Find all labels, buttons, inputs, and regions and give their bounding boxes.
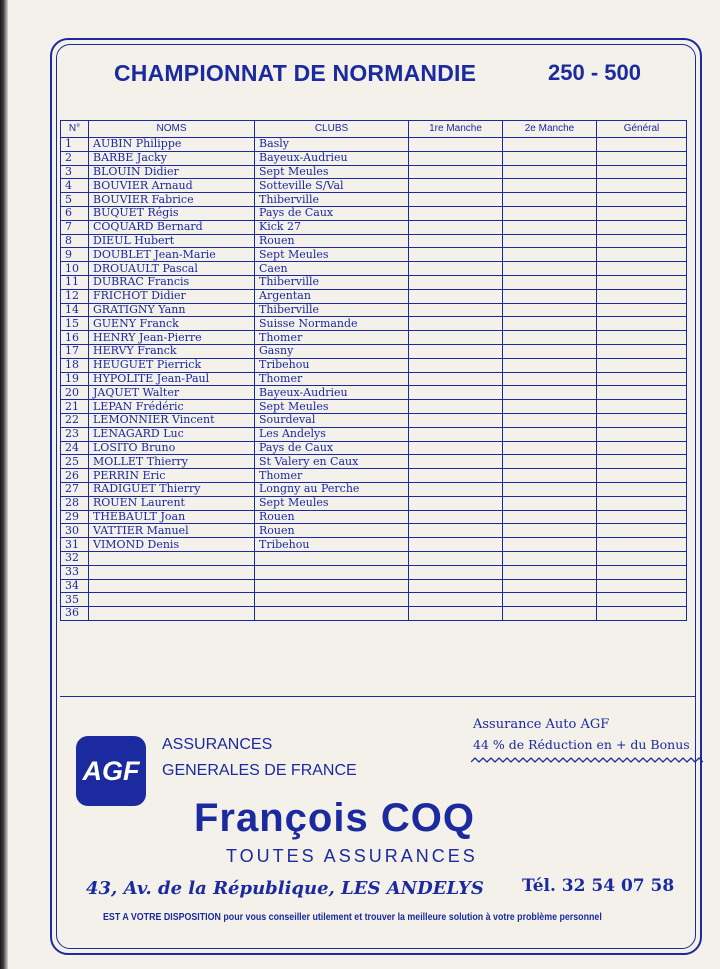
cell-club: Sept Meules [255,400,409,414]
cell-general [597,234,687,248]
table-row [61,220,687,234]
cell-club [255,593,409,607]
table-row [61,179,687,193]
cell-round1 [409,413,503,427]
cell-general [597,579,687,593]
cell-name: LOSITO Bruno [89,441,255,455]
cell-round1 [409,275,503,289]
cell-number: 35 [61,593,89,607]
agent-address: 43, Av. de la République, LES ANDELYS [86,878,484,899]
cell-round2 [503,179,597,193]
cell-round2 [503,469,597,483]
cell-name [89,565,255,579]
cell-number: 9 [61,248,89,262]
cell-club: Sourdeval [255,413,409,427]
cell-round2 [503,262,597,276]
cell-general [597,427,687,441]
cell-name: HYPOLITE Jean-Paul [89,372,255,386]
table-row [61,565,687,579]
cell-general [597,317,687,331]
zigzag-underline [471,756,703,764]
cell-number: 15 [61,317,89,331]
company-name-line2: GENERALES DE FRANCE [162,762,357,779]
cell-round1 [409,427,503,441]
cell-round2 [503,138,597,152]
page-title: CHAMPIONNAT DE NORMANDIE [114,60,477,86]
cell-round1 [409,579,503,593]
cell-round2 [503,427,597,441]
cell-round1 [409,510,503,524]
cell-round2 [503,565,597,579]
cell-club: Pays de Caux [255,441,409,455]
cell-number: 36 [61,607,89,621]
cell-club: Thiberville [255,275,409,289]
footer-note: EST A VOTRE DISPOSITION pour vous conseiller utilement et trouver la meilleure solution à votre problème personnel [103,912,602,923]
cell-number: 31 [61,538,89,552]
table-row [61,262,687,276]
cell-round2 [503,482,597,496]
cell-round1 [409,193,503,207]
cell-name [89,593,255,607]
cell-round2 [503,510,597,524]
cell-general [597,193,687,207]
cell-general [597,593,687,607]
table-row [61,441,687,455]
cell-round1 [409,496,503,510]
cell-club: Sept Meules [255,248,409,262]
cell-name: GUENY Franck [89,317,255,331]
cell-number: 14 [61,303,89,317]
cell-general [597,413,687,427]
cell-name: LENAGARD Luc [89,427,255,441]
cell-round1 [409,317,503,331]
cell-name: VATTIER Manuel [89,524,255,538]
cell-round1 [409,262,503,276]
cell-name: ROUEN Laurent [89,496,255,510]
cell-club [255,579,409,593]
cell-name: BOUVIER Fabrice [89,193,255,207]
table-row [61,551,687,565]
cell-name: JAQUET Walter [89,386,255,400]
cell-round1 [409,344,503,358]
cell-round1 [409,482,503,496]
cell-round2 [503,579,597,593]
cell-name: HENRY Jean-Pierre [89,331,255,345]
table-row [61,482,687,496]
table-row [61,469,687,483]
cell-general [597,344,687,358]
cell-round1 [409,331,503,345]
cell-club: Basly [255,138,409,152]
cell-name: HERVY Franck [89,344,255,358]
cell-round2 [503,400,597,414]
cell-name: THEBAULT Joan [89,510,255,524]
agent-tagline: TOUTES ASSURANCES [226,846,478,866]
cell-general [597,455,687,469]
cell-number: 2 [61,151,89,165]
table-row [61,151,687,165]
table-row [61,607,687,621]
cell-general [597,179,687,193]
col-header-number: N° [61,121,89,138]
cell-round2 [503,413,597,427]
cell-number: 3 [61,165,89,179]
table-row [61,538,687,552]
cell-name: FRICHOT Didier [89,289,255,303]
cell-club: Argentan [255,289,409,303]
cell-round1 [409,151,503,165]
cell-general [597,220,687,234]
table-row [61,344,687,358]
cell-club: Tribehou [255,358,409,372]
cell-round2 [503,524,597,538]
cell-club: Rouen [255,524,409,538]
cell-club: Tribehou [255,538,409,552]
cell-name: COQUARD Bernard [89,220,255,234]
cell-name: MOLLET Thierry [89,455,255,469]
cell-general [597,331,687,345]
cell-round2 [503,289,597,303]
cell-round2 [503,551,597,565]
cell-name: PERRIN Eric [89,469,255,483]
cell-round1 [409,524,503,538]
table-row [61,510,687,524]
cell-number: 19 [61,372,89,386]
cell-round2 [503,248,597,262]
cell-round2 [503,607,597,621]
category-label: 250 - 500 [548,60,641,85]
cell-name [89,579,255,593]
cell-name: DIEUL Hubert [89,234,255,248]
cell-round1 [409,372,503,386]
cell-number: 1 [61,138,89,152]
table-row [61,317,687,331]
table-row [61,193,687,207]
table-row [61,248,687,262]
cell-club: Thiberville [255,303,409,317]
cell-club: Sept Meules [255,165,409,179]
cell-round1 [409,441,503,455]
cell-general [597,358,687,372]
cell-general [597,206,687,220]
table-row [61,427,687,441]
cell-round1 [409,386,503,400]
cell-name: BLOUIN Didier [89,165,255,179]
cell-general [597,400,687,414]
col-header-round1: 1re Manche [409,121,503,138]
cell-club: Sept Meules [255,496,409,510]
cell-number: 28 [61,496,89,510]
cell-round1 [409,607,503,621]
cell-club: Bayeux-Audrieu [255,386,409,400]
cell-general [597,482,687,496]
cell-general [597,165,687,179]
cell-club: Thomer [255,372,409,386]
cell-round1 [409,303,503,317]
table-row [61,386,687,400]
cell-round2 [503,372,597,386]
table-row [61,138,687,152]
cell-number: 11 [61,275,89,289]
cell-round2 [503,358,597,372]
cell-number: 23 [61,427,89,441]
cell-number: 8 [61,234,89,248]
results-body [61,138,687,621]
cell-number: 33 [61,565,89,579]
cell-number: 10 [61,262,89,276]
cell-name: DROUAULT Pascal [89,262,255,276]
cell-round2 [503,193,597,207]
cell-round1 [409,593,503,607]
cell-name: GRATIGNY Yann [89,303,255,317]
cell-number: 17 [61,344,89,358]
cell-round1 [409,538,503,552]
cell-round2 [503,538,597,552]
cell-number: 16 [61,331,89,345]
table-row [61,358,687,372]
cell-name: DOUBLET Jean-Marie [89,248,255,262]
cell-round2 [503,317,597,331]
cell-round1 [409,455,503,469]
table-row [61,275,687,289]
table-row [61,413,687,427]
cell-round1 [409,165,503,179]
cell-round1 [409,551,503,565]
advert-divider [60,696,696,697]
table-header-row [61,121,687,138]
cell-general [597,386,687,400]
table-row [61,524,687,538]
cell-round1 [409,138,503,152]
cell-round2 [503,206,597,220]
cell-general [597,303,687,317]
cell-number: 20 [61,386,89,400]
cell-round1 [409,206,503,220]
table-row [61,455,687,469]
offer-body: 44 % de Réduction en + du Bonus [473,737,690,752]
table-row [61,206,687,220]
cell-club: Pays de Caux [255,206,409,220]
cell-round1 [409,400,503,414]
cell-club [255,607,409,621]
cell-club: Gasny [255,344,409,358]
agf-logo-text: AGF [82,755,140,786]
cell-round2 [503,303,597,317]
cell-general [597,551,687,565]
cell-club: Longny au Perche [255,482,409,496]
table-row [61,234,687,248]
results-table [60,120,687,621]
cell-round2 [503,455,597,469]
cell-club: Les Andelys [255,427,409,441]
cell-name: BUQUET Régis [89,206,255,220]
table-row [61,289,687,303]
cell-number: 24 [61,441,89,455]
cell-general [597,538,687,552]
cell-round1 [409,248,503,262]
table-row [61,400,687,414]
cell-name: HEUGUET Pierrick [89,358,255,372]
cell-general [597,524,687,538]
cell-round1 [409,469,503,483]
cell-name [89,607,255,621]
cell-number: 32 [61,551,89,565]
cell-name: BARBE Jacky [89,151,255,165]
cell-number: 26 [61,469,89,483]
cell-round1 [409,565,503,579]
cell-number: 25 [61,455,89,469]
cell-number: 34 [61,579,89,593]
cell-round2 [503,593,597,607]
cell-round1 [409,234,503,248]
cell-name: DUBRAC Francis [89,275,255,289]
cell-general [597,469,687,483]
agent-name: François COQ [194,796,475,840]
col-header-clubs: CLUBS [255,121,409,138]
cell-club: Caen [255,262,409,276]
agent-phone: Tél. 32 54 07 58 [522,876,675,896]
cell-round2 [503,275,597,289]
cell-general [597,565,687,579]
cell-general [597,262,687,276]
cell-general [597,138,687,152]
cell-general [597,441,687,455]
cell-general [597,248,687,262]
cell-number: 22 [61,413,89,427]
col-header-round2: 2e Manche [503,121,597,138]
offer-title: Assurance Auto AGF [473,717,610,732]
cell-name: LEPAN Frédéric [89,400,255,414]
cell-name: AUBIN Philippe [89,138,255,152]
cell-round2 [503,151,597,165]
cell-number: 21 [61,400,89,414]
cell-club: Thomer [255,469,409,483]
cell-general [597,496,687,510]
cell-general [597,510,687,524]
cell-name: RADIGUET Thierry [89,482,255,496]
cell-club: Rouen [255,510,409,524]
agf-logo [76,736,146,806]
cell-number: 12 [61,289,89,303]
cell-round2 [503,220,597,234]
cell-name [89,551,255,565]
cell-round1 [409,220,503,234]
cell-club [255,551,409,565]
table-row [61,372,687,386]
cell-club: Kick 27 [255,220,409,234]
cell-club: St Valery en Caux [255,455,409,469]
cell-number: 30 [61,524,89,538]
col-header-general: Général [597,121,687,138]
cell-general [597,289,687,303]
table-row [61,165,687,179]
cell-number: 27 [61,482,89,496]
cell-general [597,151,687,165]
company-name-line1: ASSURANCES [162,736,273,753]
cell-club: Rouen [255,234,409,248]
cell-club [255,565,409,579]
cell-round2 [503,386,597,400]
cell-round1 [409,358,503,372]
table-row [61,593,687,607]
col-header-names: NOMS [89,121,255,138]
cell-round1 [409,289,503,303]
cell-round1 [409,179,503,193]
cell-general [597,607,687,621]
cell-name: VIMOND Denis [89,538,255,552]
cell-number: 29 [61,510,89,524]
table-row [61,496,687,510]
table-row [61,303,687,317]
cell-round2 [503,344,597,358]
table-row [61,579,687,593]
cell-name: LEMONNIER Vincent [89,413,255,427]
cell-number: 6 [61,206,89,220]
cell-club: Bayeux-Audrieu [255,151,409,165]
cell-round2 [503,441,597,455]
table-row [61,331,687,345]
cell-number: 5 [61,193,89,207]
cell-number: 18 [61,358,89,372]
cell-general [597,372,687,386]
cell-round2 [503,331,597,345]
cell-general [597,275,687,289]
cell-number: 4 [61,179,89,193]
cell-club: Suisse Normande [255,317,409,331]
cell-round2 [503,496,597,510]
cell-club: Thomer [255,331,409,345]
cell-club: Sotteville S/Val [255,179,409,193]
cell-round2 [503,165,597,179]
cell-number: 7 [61,220,89,234]
page-binding-edge [0,0,8,969]
cell-round2 [503,234,597,248]
cell-name: BOUVIER Arnaud [89,179,255,193]
cell-club: Thiberville [255,193,409,207]
